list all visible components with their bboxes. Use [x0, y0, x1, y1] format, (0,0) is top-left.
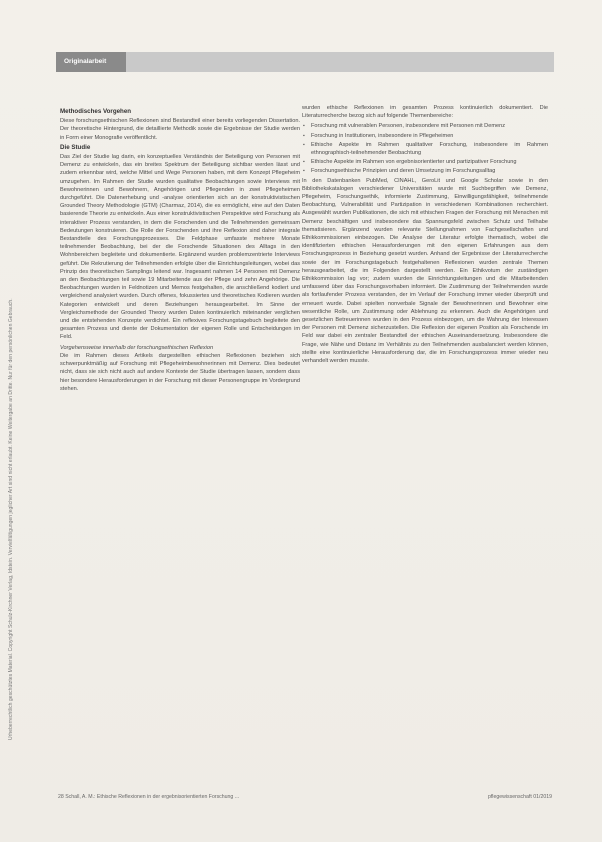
list-item: ▪ Forschung mit vulnerablen Personen, insbesondere mit Personen mit Demenz: [302, 122, 548, 130]
heading-methods: Methodisches Vorgehen: [60, 108, 132, 115]
heading-study: Die Studie: [60, 143, 91, 151]
page-footer: [58, 792, 552, 802]
left-column: [60, 108, 300, 395]
right-body: In den Datenbanken PubMed, CINAHL, GeroLit und Google Scholar sowie in den Bibliothekskatalogen verschiedener Universitäten wurde mit Suchbegriffen wie Demenz, Pflegeheim, Forschungsethik, informierte Zustimmung, Einwilligungsfähigkeit, teilnehmende Beobachtung, Vulnerabilität und Partizipation in verschiedenen Kombinationen recherchiert. Ausgewählt wurden Publikationen, die sich mit ethischen Fragen der Forschung mit Menschen mit Demenz beschäftigen und insbesondere das Spannungsfeld zwischen Schutz und Teilhabe thematisieren. Ergänzend wurden relevante Stellungnahmen von Fachgesellschaften und Ethikkommissionen einbezogen. Die Analyse der Literatur erfolgte thematisch, wobei die identifizierten ethischen Herausforderungen mit den eigenen Erfahrungen aus dem Forschungsprozess in Beziehung gesetzt wurden. Anhand der Ergebnisse der Literaturrecherche sowie der im Forschungstagebuch festgehaltenen Reflexionen wurden zentrale Themen herausgearbeitet, die im Folgenden dargestellt werden. Ein Ethikvotum der zuständigen Ethikkommission lag vor; zudem wurden die Einrichtungsleitungen und die Mitarbeitenden umfassend über das Forschungsvorhaben informiert. Die Zustimmung der Teilnehmenden wurde als fortlaufender Prozess verstanden, der im Verlauf der Forschung immer wieder überprüft und erneuert wurde. Dabei spielten nonverbale Signale der Bewohnerinnen und Bewohner eine wesentliche Rolle, um Zustimmung oder Ablehnung zu erkennen. Auch die Angehörigen und gesetzlichen Betreuerinnen wurden in den Prozess einbezogen, um die Wahrung der Interessen der Personen mit Demenz sicherzustellen. Die Reflexion der eigenen Position als Forschende im Feld war dabei ein zentraler Bestandteil der ethischen Auseinandersetzung. Insbesondere die Frage, wie Nähe und Distanz im Verhältnis zu den Teilnehmenden ausbalanciert werden können, stellte eine kontinuierliche Herausforderung dar, die im Forschungsprozess immer wieder neu verhandelt werden musste.: [302, 177, 548, 365]
copyright-watermark: [4, 80, 18, 740]
study-paragraph: Das Ziel der Studie lag darin, ein konzeptuelles Verständnis der Beteiligung von Personen mit Demenz zu entwickeln, das ein breites Spektrum der Beteiligung sichtbar werden lässt und zudem erkennbar wird, welche Mittel und Wege Personen haben, mit dem Konzept Pflegeheim umzugehen. Im Rahmen der Studie wurden qualitative Beobachtungen sowie Interviews mit Bewohnerinnen und Bewohnern, Angehörigen und Pflegenden in zwei Pflegeheimen durchgeführt. Die Datenerhebung und -analyse orientierten sich an der konstruktivistischen Grounded Theory Methodologie (GTM) (Charmaz, 2014), die es ermöglicht, eine auf den Daten basierende Theorie zu entwickeln. Aus einer konstruktivistischen Perspektive wird Forschung als interaktiver Prozess verstanden, in dem die Forschenden und die Teilnehmenden gemeinsam Bedeutungen konstruieren. Die Rolle der Forschenden und ihre Reflexion sind daher integrale Bestandteile des Forschungsprozesses. Die Feldphase umfasste mehrere Monate teilnehmender Beobachtung, bei der die Forschende Situationen des Alltags in den Wohnbereichen begleitete und dokumentierte. Ergänzend wurden problemzentrierte Interviews geführt. Die Rekrutierung der Teilnehmenden erfolgte über die Einrichtungsleitungen, wobei das Prinzip des theoretischen Samplings leitend war. Insgesamt nahmen 14 Personen mit Demenz an den Beobachtungen teil sowie 19 Mitarbeitende aus der Pflege und zehn Angehörige. Die Beobachtungen wurden in Feldnotizen und Memos festgehalten, die anschließend kodiert und vergleichend analysiert wurden. Durch offenes, fokussiertes und theoretisches Kodieren wurden Kategorien entwickelt und deren Beziehungen herausgearbeitet. Im Sinne der Vergleichsmethode der Grounded Theory wurden Daten kontinuierlich miteinander verglichen und die entstehenden Konzepte verdichtet. Ein reflexives Forschungstagebuch begleitete den gesamten Prozess und diente der Dokumentation der eigenen Rolle und Entscheidungen im Feld.: [60, 154, 300, 341]
section-label: Originalarbeit: [56, 52, 126, 72]
footer-journal: pflegewissenschaft 01/2019: [487, 794, 552, 800]
reflection-paragraph: Die im Rahmen dieses Artikels dargestellten ethischen Reflexionen beziehen sich schwerpunktmäßig auf Forschung mit Pflegeheimbewohnerinnen mit Demenz. Dies bedeutet nicht, dass sie sich nicht auch auf andere Kontexte der Studie übertragen lassen, sondern dass hier besondere Herausforderungen in der Forschung mit dieser Personengruppe im Vordergrund stehen.: [60, 352, 300, 392]
list-item: ▪ Forschung in Institutionen, insbesondere in Pflegeheimen: [302, 132, 548, 140]
right-intro: wurden ethische Reflexionen im gesamten Prozess kontinuierlich dokumentiert. Die Literaturrecherche bezog sich auf folgende Themenbereiche:: [302, 105, 548, 120]
watermark-text: Urheberrechtlich geschütztes Material. Copyright Schulz-Kirchner Verlag, Idstein. Vervielfältigungen jeglicher Art sind nicht erlaubt. Keine Weitergabe an Dritte. Nur für den persönlichen Gebrauch.: [8, 298, 14, 740]
right-column: [302, 104, 548, 367]
list-item: ▪ Forschungsethische Prinzipien und deren Umsetzung im Forschungsalltag: [302, 167, 548, 175]
footer-citation: 28 Schall, A. M.: Ethische Reflexionen in der ergebnisorientierten Forschung ...: [58, 794, 240, 800]
heading-reflection: Vorgehensweise innerhalb der forschungsethischen Reflexion: [60, 344, 214, 351]
list-item: ▪ Ethische Aspekte im Rahmen von ergebnisorientierter und partizipativer Forschung: [302, 158, 548, 166]
section-header-bar: [56, 52, 554, 72]
methods-intro: Diese forschungsethischen Reflexionen sind Bestandteil einer bereits vorliegenden Dissertation. Der theoretische Hintergrund, die detaillierte Methodik sowie die Ergebnisse der Studie werden in Form einer Monografie veröffentlicht.: [60, 118, 300, 141]
list-item: ▪ Ethische Aspekte im Rahmen qualitativer Forschung, insbesondere im Rahmen ethnographisch-teilnehmender Beobachtung: [302, 141, 548, 157]
topic-list: [302, 122, 548, 175]
